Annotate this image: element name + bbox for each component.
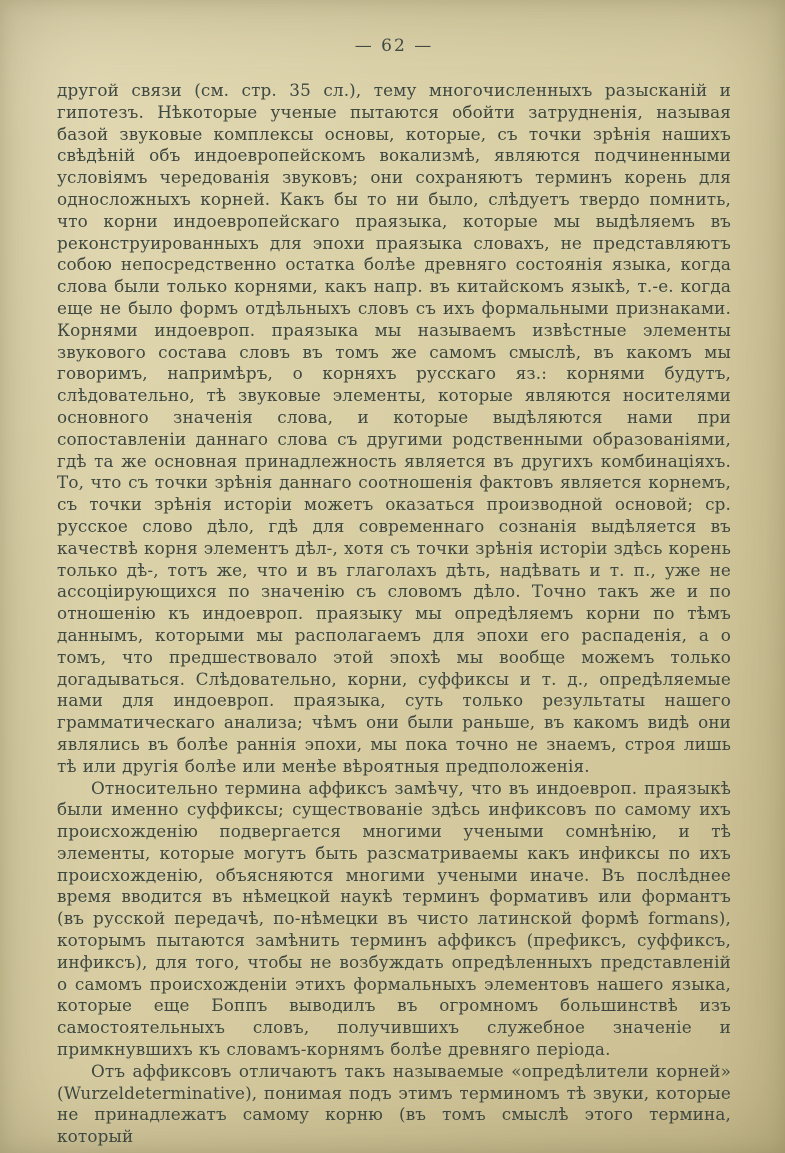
paragraph: Отъ аффиксовъ отличаютъ такъ называемые «опредѣлители корней» (Wurzeldeterminative), понимая подъ этимъ терминомъ тѣ звуки, которые не принадлежатъ самому корню (въ томъ смыслѣ этого термина, который: [57, 1060, 731, 1147]
paragraph: Относительно термина аффиксъ замѣчу, что въ индоевроп. праязыкѣ были именно суффиксы; существованіе здѣсь инфиксовъ по самому ихъ происхожденію подвергается многими учеными сомнѣнію, и тѣ элементы, которые могутъ быть разсматриваемы какъ инфиксы по ихъ происхожденію, объясняются многими учеными иначе. Въ послѣднее время вводится въ нѣмецкой наукѣ терминъ формативъ или формантъ (въ русской передачѣ, по-нѣмецки въ чисто латинской формѣ formans), которымъ пытаются замѣнить терминъ аффиксъ (префиксъ, суффиксъ, инфиксъ), для того, чтобы не возбуждать опредѣленныхъ представленій о самомъ происхожденіи этихъ формальныхъ элементовъ нашего языка, которые еще Боппъ выводилъ въ огромномъ большинствѣ изъ самостоятельныхъ словъ, получившихъ служебное значеніе и примкнувшихъ къ словамъ-корнямъ болѣе древняго періода.: [57, 777, 731, 1060]
page-text-block: [57, 80, 731, 1148]
paragraph-continuation: другой связи (см. стр. 35 сл.), тему многочисленныхъ разысканій и гипотезъ. Нѣкоторые ученые пытаются обойти затрудненія, называя базой звуковые комплексы основы, которые, съ точки зрѣнія нашихъ свѣдѣній объ индоевропейскомъ вокализмѣ, являются подчиненными условіямъ чередованія звуковъ; они сохраняютъ терминъ корень для односложныхъ корней. Какъ бы то ни было, слѣдуетъ твердо помнить, что корни индоевропейскаго праязыка, которые мы выдѣляемъ въ реконструированныхъ для эпохи праязыка словахъ, не представляютъ собою непосредственно остатка болѣе древняго состоянія языка, когда слова были только корнями, какъ напр. въ китайскомъ языкѣ, т.-е. когда еще не было формъ отдѣльныхъ словъ съ ихъ формальными признаками. Корнями индоевроп. праязыка мы называемъ извѣстные элементы звукового состава словъ въ томъ же самомъ смыслѣ, въ какомъ мы говоримъ, напримѣръ, о корняхъ русскаго яз.: корнями будутъ, слѣдовательно, тѣ звуковые элементы, которые являются носителями основного значенія слова, и которые выдѣляются нами при сопоставленіи даннаго слова съ другими родственными образованіями, гдѣ та же основная принадлежность является въ другихъ комбинаціяхъ. То, что съ точки зрѣнія даннаго соотношенія фактовъ является корнемъ, съ точки зрѣнія исторіи можетъ оказаться производной основой; ср. русское слово дѣло, гдѣ для современнаго сознанія выдѣляется въ качествѣ корня элементъ дѣл-, хотя съ точки зрѣнія исторіи здѣсь корень только дѣ-, тотъ же, что и въ глаголахъ дѣть, надѣвать и т. п., уже не ассоціирующихся по значенію съ словомъ дѣло. Точно такъ же и по отношенію къ индоевроп. праязыку мы опредѣляемъ корни по тѣмъ даннымъ, которыми мы располагаемъ для эпохи его распаденія, а о томъ, что предшествовало этой эпохѣ мы вообще можемъ только догадываться. Слѣдовательно, корни, суффиксы и т. д., опредѣляемые нами для индоевроп. праязыка, суть только результаты нашего грамматическаго анализа; чѣмъ они были раньше, въ какомъ видѣ они являлись въ болѣе раннія эпохи, мы пока точно не знаемъ, строя лишь тѣ или другія болѣе или менѣе вѣроятныя предположенія.: [57, 80, 731, 776]
page-number: — 62 —: [354, 36, 434, 56]
